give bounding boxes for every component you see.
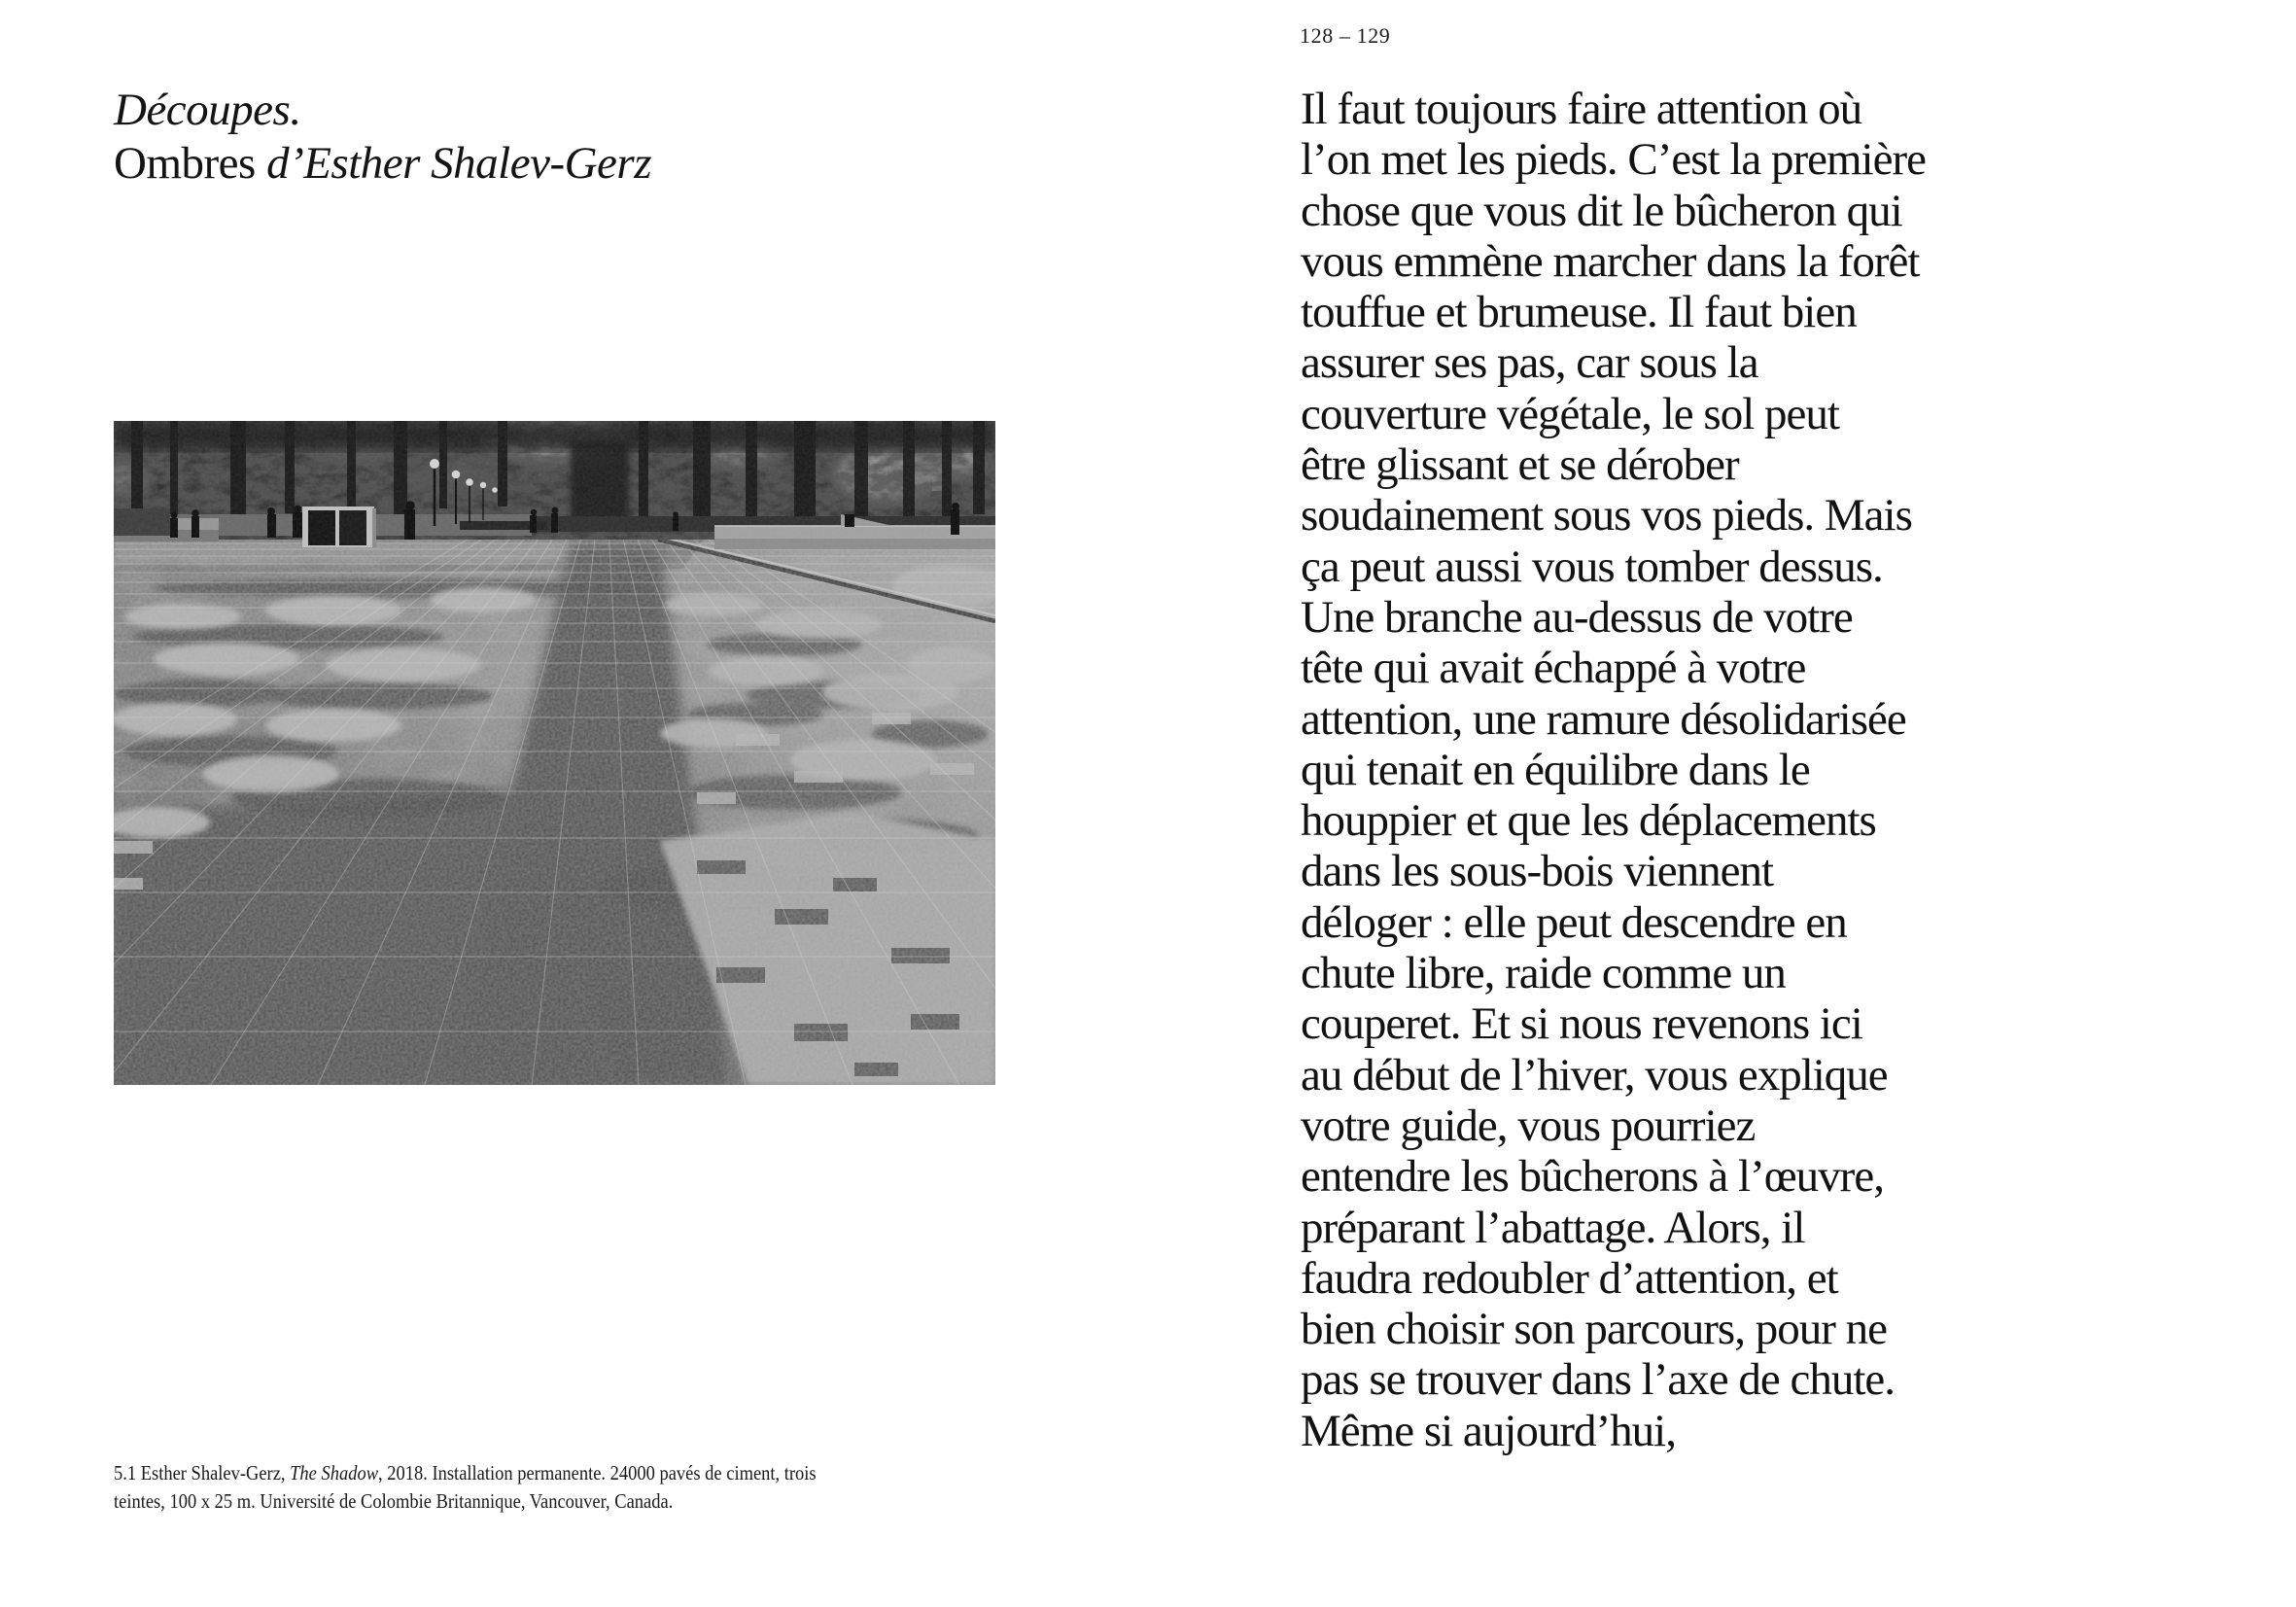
text-line: Même si aujourd’hui,	[1301, 1405, 1676, 1456]
caption-line1	[114, 1459, 817, 1487]
figure-caption	[114, 1459, 817, 1516]
text-line: bien choisir son parcours, pour ne	[1301, 1304, 1887, 1355]
body-text	[1301, 84, 1926, 1456]
text-line: soudainement sous vos pieds. Mais	[1301, 490, 1912, 541]
caption-text: , 2018. Installation permanente. 24000 pavés de ciment, trois	[378, 1461, 817, 1485]
text-line: chose que vous dit le bûcheron qui	[1301, 185, 1902, 236]
title-roman-part: Ombres	[114, 138, 267, 189]
text-line: chute libre, raide comme un	[1301, 948, 1786, 999]
text-line: houppier et que les déplacements	[1301, 795, 1876, 847]
chapter-title	[114, 84, 651, 191]
text-line: tête qui avait échappé à votre	[1301, 643, 1806, 694]
text-line: vous emmène marcher dans la forêt	[1301, 235, 1920, 287]
text-line: être glissant et se dérober	[1301, 439, 1739, 491]
figure-photo	[114, 421, 995, 1085]
text-line: ça peut aussi vous tomber dessus.	[1301, 541, 1883, 592]
text-line: Une branche au-dessus de votre	[1301, 591, 1853, 643]
text-line: qui tenait en équilibre dans le	[1301, 744, 1810, 795]
title-italic-part: Découpes.	[114, 85, 301, 135]
text-line: dans les sous-bois viennent	[1301, 846, 1774, 897]
caption-text: 5.1 Esther Shalev-Gerz,	[114, 1461, 291, 1485]
text-line: pas se trouver dans l’axe de chute.	[1301, 1354, 1895, 1406]
text-line: touffue et brumeuse. Il faut bien	[1301, 287, 1857, 338]
page-numbers: 128 – 129	[1300, 23, 1391, 48]
text-line: déloger : elle peut descendre en	[1301, 896, 1847, 948]
text-line: l’on met les pieds. C’est la première	[1301, 134, 1926, 186]
caption-line2: teintes, 100 x 25 m. Université de Colombie Britannique, Vancouver, Canada.	[114, 1489, 674, 1513]
text-line: attention, une ramure désolidarisée	[1301, 693, 1906, 745]
text-line: couperet. Et si nous revenons ici	[1301, 998, 1862, 1050]
text-line: votre guide, vous pourriez	[1301, 1100, 1756, 1151]
text-line: couverture végétale, le sol peut	[1301, 388, 1839, 439]
chapter-title-line1	[114, 84, 651, 137]
text-line: Il faut toujours faire attention où	[1301, 84, 1862, 134]
caption-work-title: The Shadow	[290, 1461, 379, 1485]
text-line: préparant l’abattage. Alors, il	[1301, 1202, 1805, 1253]
plaza-photo-illustration	[114, 421, 995, 1085]
text-line: entendre les bûcherons à l’œuvre,	[1301, 1151, 1884, 1203]
text-line: assurer ses pas, car sous la	[1301, 337, 1758, 389]
title-artist-name: d’Esther Shalev-Gerz	[266, 138, 651, 189]
chapter-title-line2	[114, 137, 651, 191]
text-line: faudra redoubler d’attention, et	[1301, 1252, 1838, 1304]
text-line: au début de l’hiver, vous explique	[1301, 1049, 1888, 1100]
